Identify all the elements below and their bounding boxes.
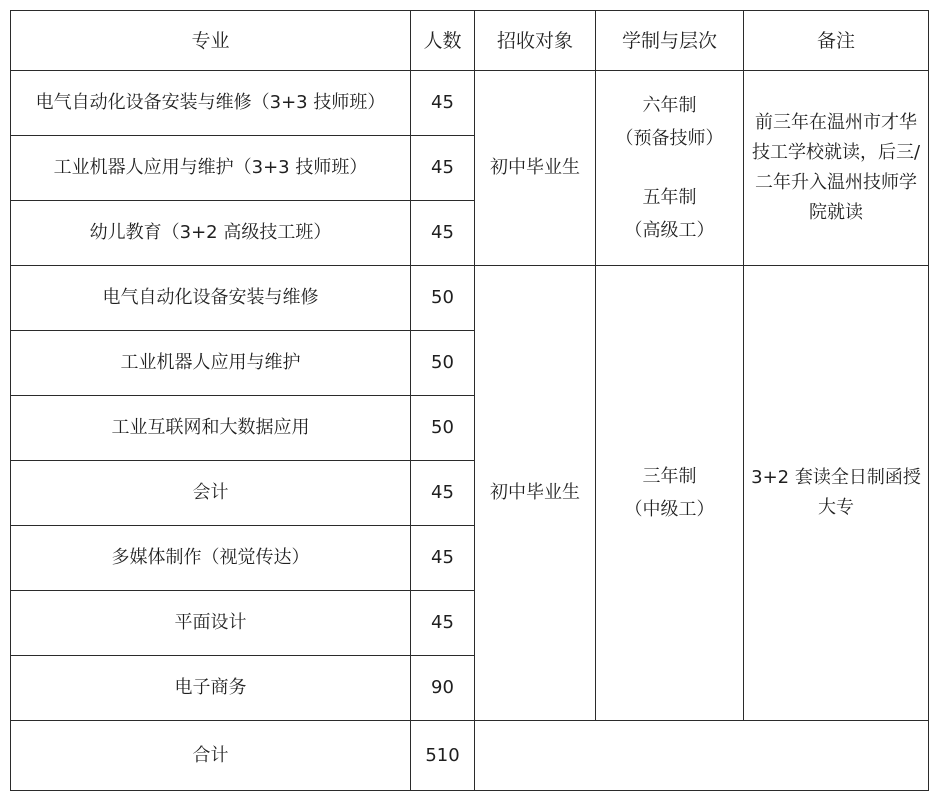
- group2-target-cell: 初中毕业生: [475, 266, 596, 721]
- system-three-year-level: （中级工）: [624, 499, 715, 520]
- total-count: 510: [411, 721, 475, 791]
- count-cell: 90: [411, 656, 475, 721]
- table-row: [11, 71, 929, 136]
- header-target: 招收对象: [475, 11, 596, 71]
- header-remark: 备注: [744, 11, 929, 71]
- admissions-table: [10, 10, 929, 791]
- major-cell: 会计: [11, 461, 411, 526]
- system-three-year: 三年制: [642, 466, 697, 487]
- system-six-year: 六年制: [642, 95, 697, 116]
- count-cell: 50: [411, 396, 475, 461]
- major-cell: 电气自动化设备安装与维修: [11, 266, 411, 331]
- header-count: 人数: [411, 11, 475, 71]
- count-cell: 45: [411, 136, 475, 201]
- header-row: [11, 11, 929, 71]
- count-cell: 50: [411, 266, 475, 331]
- group1-target-cell: 初中毕业生: [475, 71, 596, 266]
- count-cell: 45: [411, 461, 475, 526]
- major-cell: 电气自动化设备安装与维修（3+3 技师班）: [11, 71, 411, 136]
- system-five-year: 五年制: [642, 187, 697, 208]
- group1-system-cell: [596, 71, 744, 266]
- total-label: 合计: [11, 721, 411, 791]
- total-empty-cell: [475, 721, 929, 791]
- major-cell: 电子商务: [11, 656, 411, 721]
- header-major: 专业: [11, 11, 411, 71]
- group1-remark-cell: 前三年在温州市才华技工学校就读，后三/二年升入温州技师学院就读: [744, 71, 929, 266]
- count-cell: 45: [411, 591, 475, 656]
- header-system: 学制与层次: [596, 11, 744, 71]
- count-cell: 45: [411, 71, 475, 136]
- table-row: [11, 266, 929, 331]
- system-gap: [602, 155, 737, 181]
- group2-system-cell: [596, 266, 744, 721]
- count-cell: 45: [411, 201, 475, 266]
- major-cell: 幼儿教育（3+2 高级技工班）: [11, 201, 411, 266]
- major-cell: 工业互联网和大数据应用: [11, 396, 411, 461]
- system-five-year-level: （高级工）: [624, 220, 715, 241]
- group2-remark-cell: 3+2 套读全日制函授大专: [744, 266, 929, 721]
- major-cell: 平面设计: [11, 591, 411, 656]
- major-cell: 工业机器人应用与维护（3+3 技师班）: [11, 136, 411, 201]
- count-cell: 45: [411, 526, 475, 591]
- admissions-sheet: [10, 10, 928, 798]
- major-cell: 多媒体制作（视觉传达）: [11, 526, 411, 591]
- system-six-year-level: （预备技师）: [615, 128, 724, 149]
- total-row: [11, 721, 929, 791]
- major-cell: 工业机器人应用与维护: [11, 331, 411, 396]
- count-cell: 50: [411, 331, 475, 396]
